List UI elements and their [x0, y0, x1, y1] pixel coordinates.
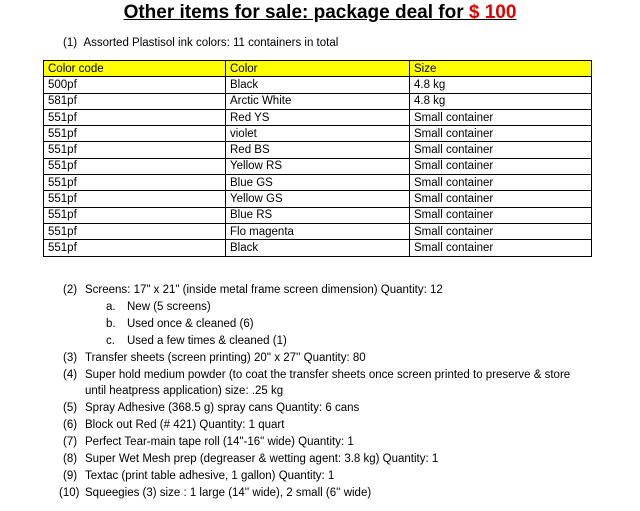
cell-color-code: 551pf — [44, 109, 226, 125]
item-text: Perfect Tear-main tape roll (14"-16" wide) Quantity: 1 — [85, 436, 354, 449]
sub-item-text: New (5 screens) — [127, 300, 211, 313]
list-item-10 — [59, 485, 570, 502]
table-row — [44, 93, 592, 109]
cell-color-code: 551pf — [44, 175, 226, 191]
table-row — [44, 158, 592, 174]
cell-color-code: 500pf — [44, 77, 226, 93]
cell-color: Blue RS — [226, 207, 410, 223]
sub-item-c — [63, 333, 570, 350]
item-number: (10) — [59, 486, 80, 499]
item-number: (3) — [63, 351, 78, 364]
sub-item-text: Used a few times & cleaned (1) — [127, 334, 287, 347]
cell-size: 4.8 kg — [410, 93, 592, 109]
table-row — [44, 126, 592, 142]
item-number: (1) — [63, 37, 78, 49]
list-item-9 — [63, 468, 570, 485]
cell-size: Small container — [410, 207, 592, 223]
item-number: (2) — [63, 284, 78, 296]
cell-color-code: 551pf — [44, 223, 226, 239]
item-number: (9) — [63, 469, 78, 482]
cell-color: Blue GS — [226, 175, 410, 191]
cell-color: Yellow RS — [226, 158, 410, 174]
cell-size: Small container — [410, 223, 592, 239]
cell-color: Flo magenta — [226, 223, 410, 239]
item-text: Super Wet Mesh prep (degreaser & wetting agent: 3.8 kg) Quantity: 1 — [85, 453, 439, 466]
cell-color-code: 551pf — [44, 191, 226, 207]
cell-color: Red YS — [226, 109, 410, 125]
cell-color: Red BS — [226, 142, 410, 158]
sub-item-letter: b. — [106, 317, 116, 330]
item-number: (7) — [63, 436, 78, 449]
item-number: (4) — [63, 368, 78, 381]
cell-color-code: 551pf — [44, 207, 226, 223]
list-item-4-continuation: until heatpress application) size: .25 kg — [85, 385, 284, 398]
list-item-8 — [63, 451, 570, 468]
cell-color-code: 551pf — [44, 158, 226, 174]
table-row — [44, 207, 592, 223]
cell-size: Small container — [410, 109, 592, 125]
table-row — [44, 175, 592, 191]
sub-item-b — [63, 316, 570, 333]
table-row — [44, 240, 592, 256]
item-text: Assorted Plastisol ink colors: 11 containers in total — [83, 37, 339, 49]
item-text: Squeegies (3) size : 1 large (14'' wide), 2 small (6'' wide) — [85, 486, 372, 499]
item-text: Super hold medium powder (to coat the transfer sheets once screen printed to preserve & store — [85, 368, 571, 381]
page-title — [0, 2, 640, 24]
title-text: Other items for sale: package deal for — [123, 2, 469, 23]
list-item-7 — [63, 434, 570, 451]
cell-color-code: 551pf — [44, 142, 226, 158]
table-row — [44, 223, 592, 239]
list-item-2 — [63, 282, 570, 299]
cell-color-code: 551pf — [44, 126, 226, 142]
cell-color: Yellow GS — [226, 191, 410, 207]
cell-color: Black — [226, 240, 410, 256]
item-text: Spray Adhesive (368.5 g) spray cans Quantity: 6 cans — [85, 402, 360, 415]
cell-size: Small container — [410, 191, 592, 207]
table-row — [44, 77, 592, 93]
cell-color-code: 581pf — [44, 93, 226, 109]
cell-color: Black — [226, 77, 410, 93]
sub-item-letter: a. — [106, 300, 116, 313]
cell-color: violet — [226, 126, 410, 142]
list-item-1 — [63, 36, 338, 50]
header-size: Size — [410, 61, 592, 77]
item-number: (5) — [63, 402, 78, 415]
items-list — [59, 282, 571, 502]
cell-size: Small container — [410, 158, 592, 174]
list-item-3 — [63, 350, 570, 367]
list-item-5 — [63, 400, 570, 417]
table-row — [44, 109, 592, 125]
cell-color: Arctic White — [226, 93, 410, 109]
item-number: (6) — [63, 419, 78, 432]
item-text: Block out Red (# 421) Quantity: 1 quart — [85, 419, 285, 432]
ink-colors-table — [43, 60, 592, 257]
list-item-4 — [63, 367, 570, 384]
item-text: Textac (print table adhesive, 1 gallon) Quantity: 1 — [85, 469, 335, 482]
table-row — [44, 142, 592, 158]
header-color-code: Color code — [44, 61, 226, 77]
cell-size: Small container — [410, 142, 592, 158]
item-text: Transfer sheets (screen printing) 20'' x 27'' Quantity: 80 — [85, 351, 366, 364]
cell-size: 4.8 kg — [410, 77, 592, 93]
cell-size: Small container — [410, 126, 592, 142]
cell-size: Small container — [410, 240, 592, 256]
sub-item-text: Used once & cleaned (6) — [127, 317, 254, 330]
header-color: Color — [226, 61, 410, 77]
price-text: $ 100 — [468, 2, 517, 23]
list-item-6 — [63, 417, 570, 434]
cell-color-code: 551pf — [44, 240, 226, 256]
sub-item-letter: c. — [106, 334, 115, 347]
item-text: Screens: 17" x 21" (inside metal frame screen dimension) Quantity: 12 — [85, 284, 443, 296]
item-number: (8) — [63, 453, 78, 466]
sub-item-a — [63, 299, 570, 316]
table-row — [44, 191, 592, 207]
table-header-row — [44, 61, 592, 77]
cell-size: Small container — [410, 175, 592, 191]
